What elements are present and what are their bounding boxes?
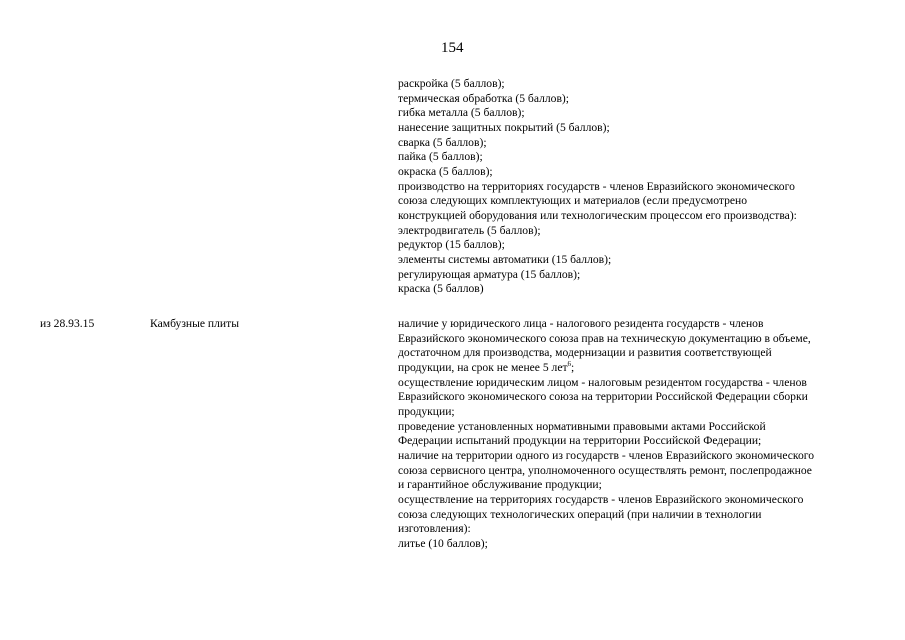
requirement-line: союза следующих технологических операций (при наличии в технологии	[398, 507, 762, 521]
requirement-line: регулирующая арматура (15 баллов);	[398, 267, 581, 281]
requirement-line: окраска (5 баллов);	[398, 164, 493, 178]
requirement-line: продукции;	[398, 404, 455, 418]
requirement-line: изготовления):	[398, 522, 471, 536]
requirement-line: проведение установленных нормативными правовыми актами Российской	[398, 419, 766, 433]
requirement-line: редуктор (15 баллов);	[398, 238, 505, 252]
requirement-line: конструкцией оборудования или технологическим процессом его производства):	[398, 208, 797, 222]
requirement-line: электродвигатель (5 баллов);	[398, 223, 541, 237]
requirement-line-with-footnote	[398, 361, 878, 376]
requirement-line: осуществление юридическим лицом - налоговым резидентом государства - членов	[398, 375, 807, 389]
requirement-line: раскройка (5 баллов);	[398, 77, 505, 90]
requirement-line: термическая обработка (5 баллов);	[398, 91, 569, 105]
requirement-line: Федерации испытаний продукции на территории Российской Федерации;	[398, 434, 762, 448]
requirement-line: союза сервисного центра, уполномоченного осуществлять ремонт, послепродажное	[398, 463, 812, 477]
footnote-mark: 6	[567, 359, 572, 368]
requirement-line: Евразийского экономического союза прав на техническую документацию в объеме,	[398, 331, 811, 345]
requirement-line: производство на территориях государств - членов Евразийского экономического	[398, 179, 795, 193]
requirement-line: осуществление на территориях государств - членов Евразийского экономического	[398, 492, 804, 506]
requirement-line: и гарантийное обслуживание продукции;	[398, 478, 602, 492]
requirement-line: Евразийского экономического союза на территории Российской Федерации сборки	[398, 390, 808, 404]
requirement-line: нанесение защитных покрытий (5 баллов);	[398, 120, 610, 134]
requirements-list	[398, 317, 878, 552]
requirement-line: наличие у юридического лица - налогового резидента государств - членов	[398, 317, 764, 330]
requirement-line: гибка металла (5 баллов);	[398, 106, 525, 120]
requirement-text: продукции, на срок не менее 5 лет	[398, 360, 568, 374]
requirement-line: краска (5 баллов)	[398, 282, 484, 296]
requirement-line: сварка (5 баллов);	[398, 135, 487, 149]
requirement-line: элементы системы автоматики (15 баллов);	[398, 252, 612, 266]
requirement-line: литье (10 баллов);	[398, 536, 488, 550]
okpd2-code: из 28.93.15	[40, 317, 95, 330]
requirement-line: союза следующих комплектующих и материалов (если предусмотрено	[398, 194, 748, 208]
product-name: Камбузные плиты	[150, 317, 239, 330]
requirements-continuation	[398, 77, 878, 297]
page-number: 154	[441, 40, 464, 56]
requirement-line: достаточном для производства, модернизации и развития соответствующей	[398, 346, 772, 360]
requirement-line: наличие на территории одного из государств - членов Евразийского экономического	[398, 448, 815, 462]
line-terminator: ;	[571, 360, 575, 374]
requirement-line: пайка (5 баллов);	[398, 150, 483, 164]
